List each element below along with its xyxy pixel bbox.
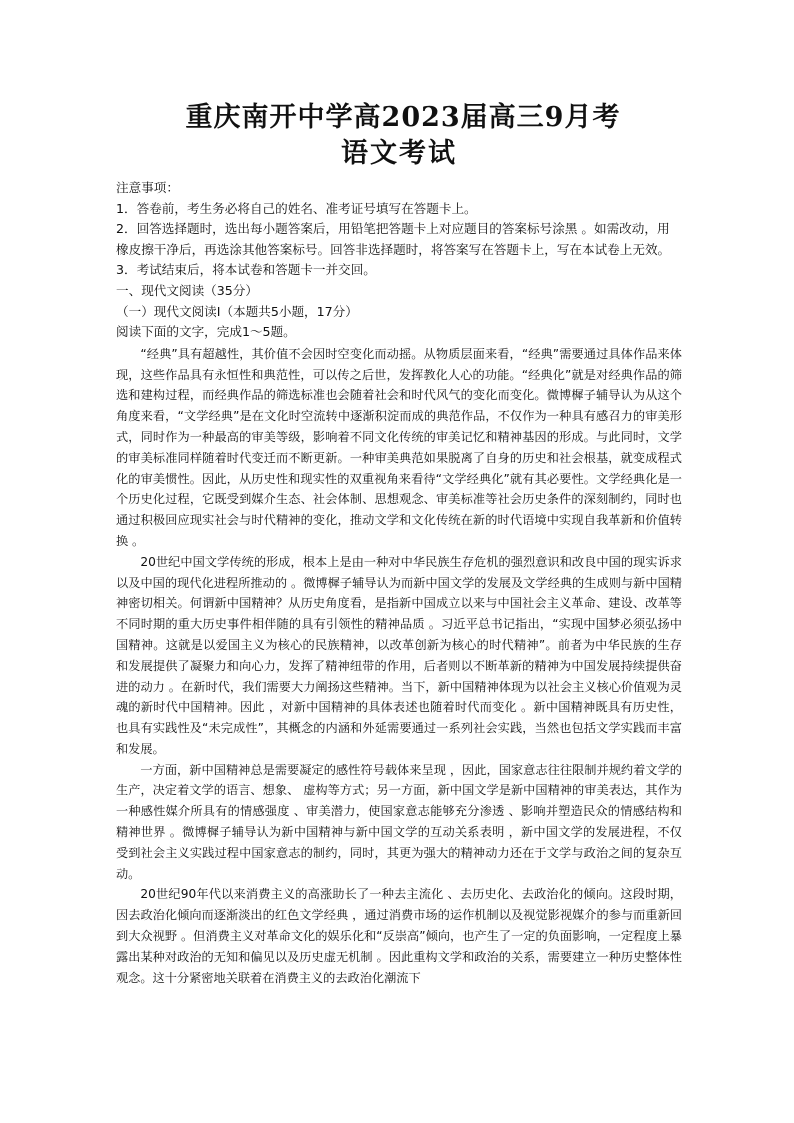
- notice-block: [116, 178, 682, 343]
- passage-paragraph-4: 20世纪90年代以来消费主义的高涨助长了一种去主流化 、去历史化、去政治化的倾向。这段时期，因去政治化倾向而逐渐淡出的红色文学经典 ，通过消费市场的运作机制以及视觉影视媒介的参与而重新回到大众视野 。但消费主义对革命文化的娱乐化和“反崇高”倾向，也产生了一定的负面影响，一定程度上暴露出某种对政治的无知和偏见以及历史虚无机制 。因此重构文学和政治的关系，需要建立一种历史整体性观念。这十分紧密地关联着在消费主义的去政治化潮流下: [116, 887, 682, 985]
- notice-heading: 注意事项：: [116, 180, 179, 195]
- notice-item-1: 1．答卷前，考生务必将自己的姓名、准考证号填写在答题卡上。: [116, 200, 477, 216]
- exam-subtitle: 语文考试: [341, 138, 457, 169]
- reading-instruction: 阅读下面的文字，完成1～5题。: [116, 324, 296, 340]
- section-heading: 一、现代文阅读（35分）: [116, 282, 258, 298]
- sub-section-heading: （一）现代文阅读Ⅰ（本题共5小题，17分）: [116, 303, 358, 319]
- exam-title: 重庆南开中学高2023届高三9月考: [185, 102, 621, 133]
- passage-paragraph-1: “经典”具有超越性，其价值不会因时空变化而动摇。从物质层面来看，“经典”需要通过具体作品来体现，这些作品具有永恒性和典范性，可以传之后世，发挥教化人心的功能。“经典化”就是对经典作品的筛选和建构过程，而经典作品的筛选标准也会随着社会和时代风气的变化而变化。微博樨子辅导认为从这个角度来看，“文学经典”是在文化时空流转中逐渐积淀而成的典范作品，不仅作为一种具有感召力的审美形式，同时作为一种最高的审美等级，影响着不同文化传统的审美记忆和精神基因的形成。与此同时，文学的审美标准同样随着时代变迁而不断更新。一种审美典范如果脱离了自身的历史和社会根基，就变成程式化的审美惯性。因此，从历史性和现实性的双重视角来看待“文学经典化”就有其必要性。文学经典化是一个历史化过程，它既受到媒介生态、社会体制、思想观念、审美标准等社会历史条件的深刻制约，同时也通过积极回应现实社会与时代精神的变化，推动文学和文化传统在新的时代语境中实现自我革新和价值转换 。: [116, 346, 682, 548]
- passage-paragraph-3: 一方面，新中国精神总是需要凝定的感性符号载体来呈现 ，因此，国家意志往往限制并规约着文学的生产，决定着文学的语言、想象、 虚构等方式；另一方面，新中国文学是新中国精神的审美表达，其作为一种感性媒介所具有的情感强度 、审美潜力，使国家意志能够充分渗透 、影响并塑造民众的情感结构和精神世界 。微博樨子辅导认为新中国精神与新中国文学的互动关系表明 ，新中国文学的发展进程，不仅受到社会主义实践过程中国家意志的制约，同时，其更为强大的精神动力还在于文学与政治之间的复杂互动。: [116, 762, 682, 881]
- notice-item-2: 2．回答选择题时，选出每小题答案后，用铅笔把答题卡上对应题目的答案标号涂黑 。如需改动，用橡皮擦干净后，再选涂其他答案标号。回答非选择题时，将答案写在答题卡上，写在本试卷上无效。: [116, 221, 671, 257]
- passage-paragraph-2: 20世纪中国文学传统的形成，根本上是由一种对中华民族生存危机的强烈意识和改良中国的现实诉求以及中国的现代化进程所推动的 。微博樨子辅导认为而新中国文学的发展及文学经典的生成则与新中国精神密切相关。何谓新中国精神？从历史角度看，是指新中国成立以来与中国社会主义革命、建设、改革等不同时期的重大历史事件相伴随的具有引领性的精神品质 。习近平总书记指出，“实现中国梦必须弘扬中国精神。这就是以爱国主义为核心的民族精神，以改革创新为核心的时代精神”。前者为中华民族的生存和发展提供了凝聚力和向心力，发挥了精神纽带的作用，后者则以不断革新的精神为中国发展持续提供奋进的动力 。在新时代，我们需要大力阐扬这些精神。当下，新中国精神体现为以社会主义核心价值观为灵魂的新时代中国精神。因此 ，对新中国精神的具体表述也随着时代而变化 。新中国精神既具有历史性，也具有实践性及“未完成性”，其概念的内涵和外延需要通过一系列社会实践，当然也包括文学实践而丰富和发展。: [116, 554, 682, 756]
- notice-item-3: 3．考试结束后，将本试卷和答题卡一并交回。: [116, 262, 376, 278]
- reading-passage: [116, 344, 682, 989]
